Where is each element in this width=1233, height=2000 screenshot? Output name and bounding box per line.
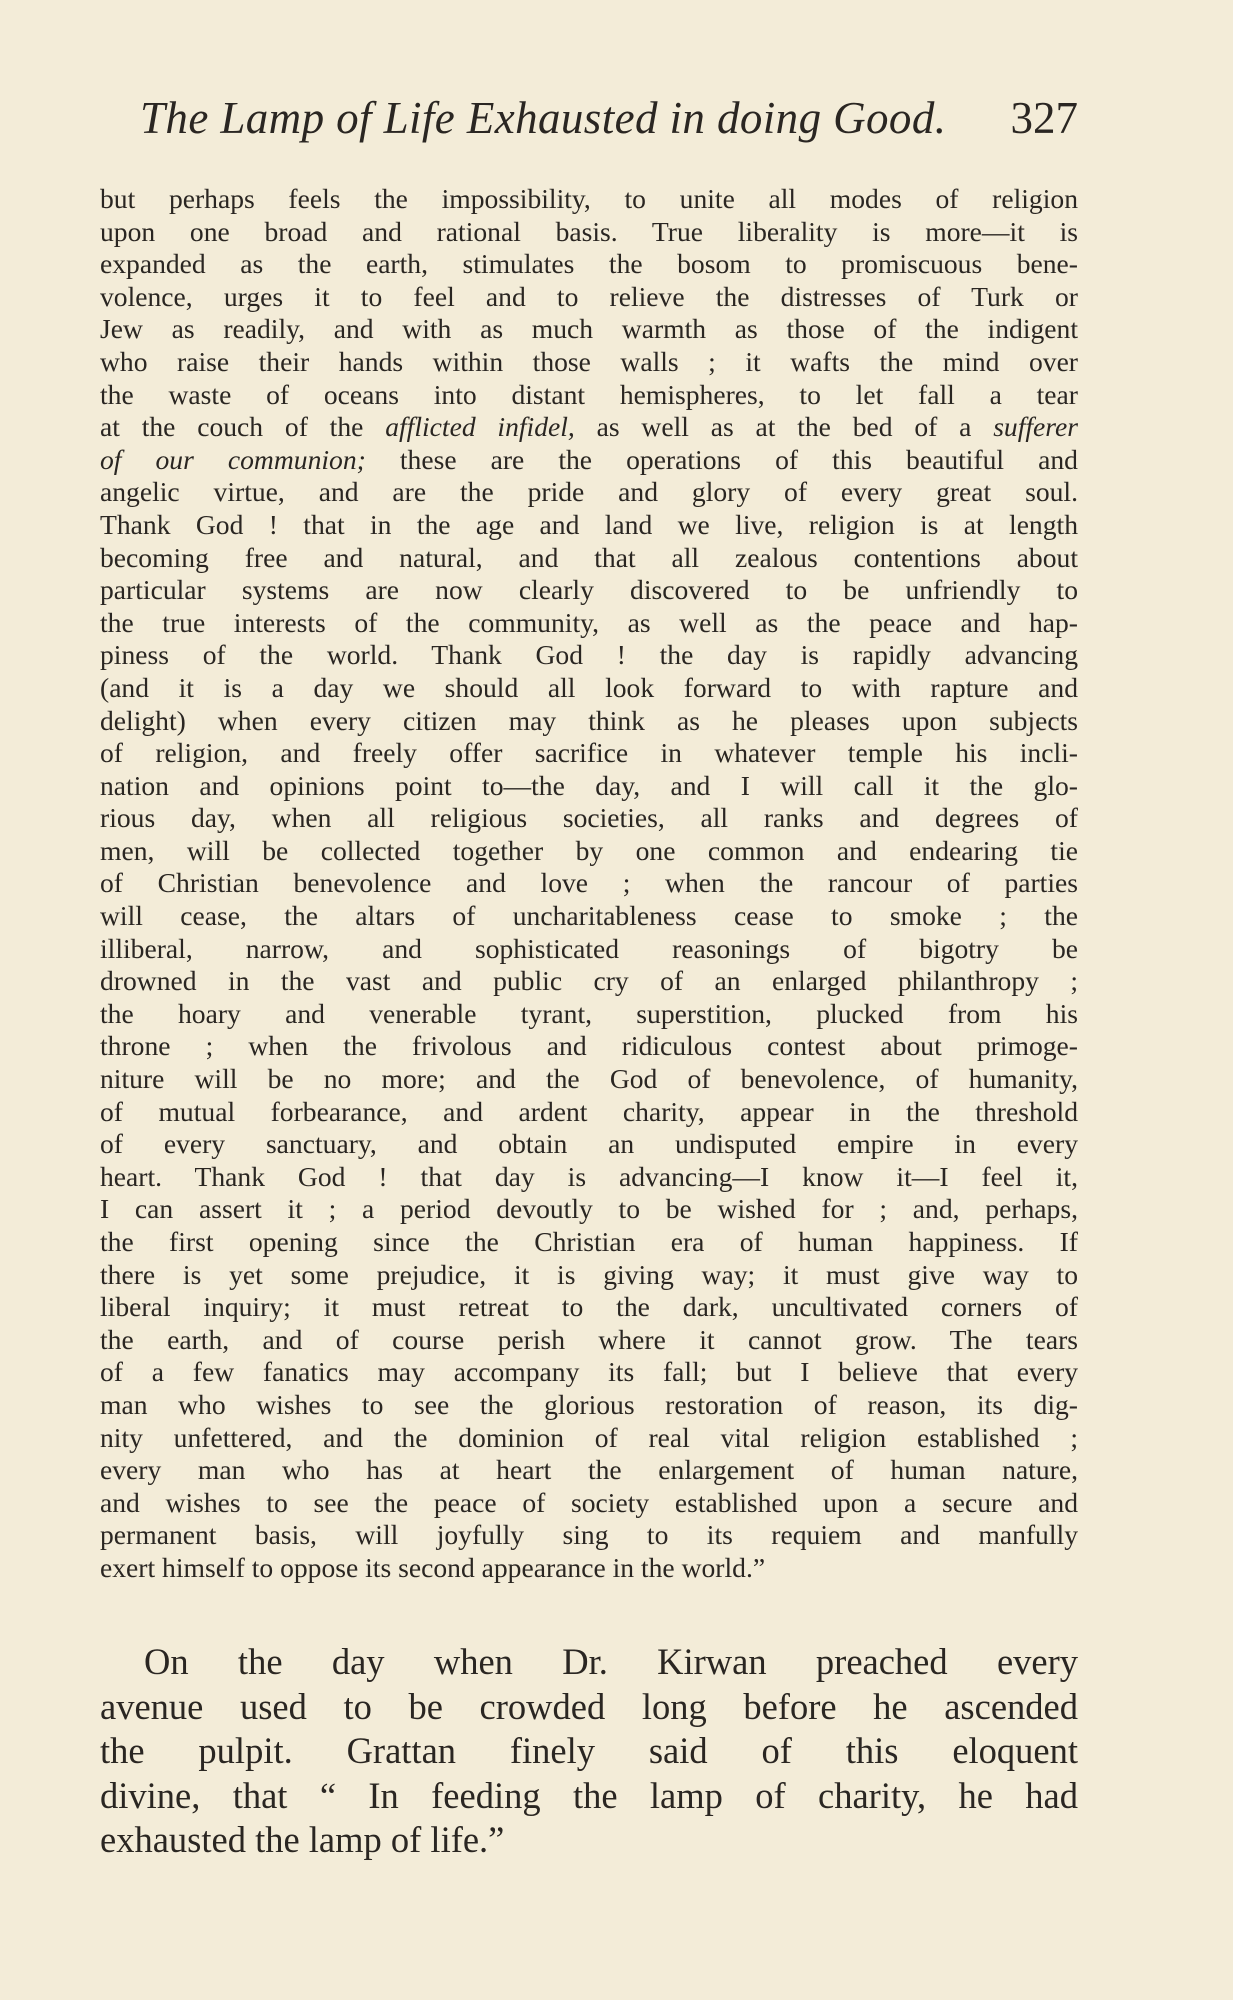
- line-text: heart. Thank God ! that day is advancing—I know it—I feel it,: [100, 1160, 1078, 1192]
- line-text: piness of the world. Thank God ! the day is rapidly advancing: [100, 639, 1078, 671]
- line-text: I can assert it ; a period devoutly to be wished for ; and, perhaps,: [100, 1193, 1078, 1225]
- line-text: but perhaps feels the impossibility, to unite all modes of religion: [100, 183, 1078, 214]
- line-text: these are the operations of this beautiful and: [365, 443, 1078, 475]
- quote-line: [100, 867, 1078, 900]
- quote-line: [100, 1324, 1078, 1357]
- narrative-line: divine, that “ In feeding the lamp of charity, he had: [100, 1774, 1078, 1816]
- line-text: Jew as readily, and with as much warmth as those of the indigent: [100, 313, 1078, 345]
- quote-line: [100, 379, 1078, 412]
- quote-line: [100, 1030, 1078, 1063]
- line-text: as well as at the bed of a: [574, 411, 994, 443]
- quote-line: [100, 248, 1078, 281]
- quote-line: [100, 1193, 1078, 1226]
- quote-line: [100, 770, 1078, 803]
- line-text: exert himself to oppose its second appearance in the world.”: [100, 1551, 766, 1583]
- line-text: rious day, when all religious societies, all ranks and degrees of: [100, 802, 1078, 834]
- quote-line: [100, 933, 1078, 966]
- narrative-line: On the day when Dr. Kirwan preached every: [144, 1641, 1078, 1682]
- narrative-line: avenue used to be crowded long before he ascended: [100, 1685, 1078, 1727]
- quote-line: [100, 1291, 1078, 1324]
- quote-line: [100, 835, 1078, 868]
- line-text: nity unfettered, and the dominion of real vital religion established ;: [100, 1421, 1078, 1453]
- quote-line: [100, 1259, 1078, 1292]
- italic-text: sufferer: [993, 411, 1078, 443]
- line-text: of religion, and freely offer sacrifice in whatever temple his incli-: [100, 737, 1078, 769]
- line-text: upon one broad and rational basis. True liberality is more—it is: [100, 215, 1078, 247]
- line-text: of Christian benevolence and love ; when the rancour of parties: [100, 867, 1078, 899]
- quote-line: [100, 965, 1078, 998]
- line-text: expanded as the earth, stimulates the bosom to promiscuous bene-: [100, 248, 1078, 280]
- quote-line: [100, 705, 1078, 738]
- quote-line: [100, 1161, 1078, 1194]
- narrative-line: exhausted the lamp of life.”: [100, 1819, 505, 1860]
- quote-line: [100, 1063, 1078, 1096]
- quote-line: [100, 476, 1078, 509]
- quote-line: [100, 672, 1078, 705]
- line-text: of every sanctuary, and obtain an undisputed empire in every: [100, 1128, 1078, 1160]
- line-text: the hoary and venerable tyrant, superstition, plucked from his: [100, 997, 1078, 1029]
- line-text: the true interests of the community, as well as the peace and hap-: [100, 606, 1078, 638]
- quote-line: [100, 1487, 1078, 1520]
- quote-line: [100, 542, 1078, 575]
- line-text: at the couch of the: [100, 411, 386, 443]
- quote-line: [100, 1389, 1078, 1422]
- line-text: there is yet some prejudice, it is giving way; it must give way to: [100, 1258, 1078, 1290]
- line-text: volence, urges it to feel and to relieve the distresses of Turk or: [100, 280, 1078, 312]
- line-text: the earth, and of course perish where it cannot grow. The tears: [100, 1323, 1078, 1355]
- line-text: man who wishes to see the glorious restoration of reason, its dig-: [100, 1388, 1078, 1420]
- quote-line: [100, 216, 1078, 249]
- line-text: permanent basis, will joyfully sing to its requiem and manfully: [100, 1519, 1078, 1551]
- line-text: who raise their hands within those walls ; it wafts the mind over: [100, 345, 1078, 377]
- line-text: and wishes to see the peace of society established upon a secure and: [100, 1486, 1078, 1518]
- quote-line: [100, 1128, 1078, 1161]
- line-text: of a few fanatics may accompany its fall; but I believe that every: [100, 1356, 1078, 1388]
- narrative-paragraph: [100, 1640, 1078, 1863]
- line-text: throne ; when the frivolous and ridiculous contest about primoge-: [100, 1030, 1078, 1062]
- quote-line: [100, 281, 1078, 314]
- running-title: The Lamp of Life Exhausted in doing Good.: [140, 93, 947, 143]
- line-text: the waste of oceans into distant hemispheres, to let fall a tear: [100, 378, 1078, 410]
- line-text: illiberal, narrow, and sophisticated reasonings of bigotry be: [100, 932, 1078, 964]
- quote-line: [100, 802, 1078, 835]
- quote-line: [100, 900, 1078, 933]
- quote-line: [100, 509, 1078, 542]
- narrative-line: the pulpit. Grattan finely said of this eloquent: [100, 1730, 1078, 1771]
- quote-line: [100, 444, 1078, 477]
- quote-line: [100, 1422, 1078, 1455]
- line-text: Thank God ! that in the age and land we live, religion is at length: [100, 508, 1078, 540]
- quote-line: [100, 183, 1078, 216]
- page-number: 327: [1010, 93, 1078, 143]
- line-text: of mutual forbearance, and ardent charity, appear in the threshold: [100, 1095, 1078, 1127]
- line-text: niture will be no more; and the God of benevolence, of humanity,: [100, 1063, 1078, 1095]
- quote-line: [100, 1519, 1078, 1552]
- line-text: every man who has at heart the enlargement of human nature,: [100, 1454, 1078, 1486]
- quote-line: [100, 1356, 1078, 1389]
- quote-line: [100, 313, 1078, 346]
- quote-line: [100, 1454, 1078, 1487]
- quote-line: [100, 607, 1078, 640]
- line-text: angelic virtue, and are the pride and glory of every great soul.: [100, 476, 1078, 508]
- quoted-passage: [100, 183, 1078, 1585]
- line-text: will cease, the altars of uncharitableness cease to smoke ; the: [100, 900, 1078, 932]
- quote-line: [100, 346, 1078, 379]
- line-text: particular systems are now clearly discovered to be unfriendly to: [100, 574, 1078, 606]
- quote-line: [100, 1552, 1078, 1585]
- line-text: men, will be collected together by one common and endearing tie: [100, 834, 1078, 866]
- line-text: the first opening since the Christian era of human happiness. If: [100, 1226, 1078, 1257]
- quote-line: [100, 1226, 1078, 1259]
- italic-text: of our communion;: [100, 443, 366, 475]
- quote-line: [100, 998, 1078, 1031]
- line-text: nation and opinions point to—the day, and I will call it the glo-: [100, 769, 1078, 801]
- line-text: drowned in the vast and public cry of an enlarged philanthropy ;: [100, 965, 1078, 997]
- line-text: becoming free and natural, and that all zealous contentions about: [100, 541, 1078, 573]
- quote-line: [100, 639, 1078, 672]
- line-text: delight) when every citizen may think as he pleases upon subjects: [100, 704, 1078, 736]
- quote-line: [100, 574, 1078, 607]
- running-head: [140, 92, 1078, 152]
- italic-text: afflicted infidel,: [385, 411, 575, 443]
- quote-line: [100, 411, 1078, 444]
- line-text: liberal inquiry; it must retreat to the dark, uncultivated corners of: [100, 1291, 1078, 1323]
- quote-line: [100, 737, 1078, 770]
- quote-line: [100, 1096, 1078, 1129]
- line-text: (and it is a day we should all look forward to with rapture and: [100, 671, 1078, 703]
